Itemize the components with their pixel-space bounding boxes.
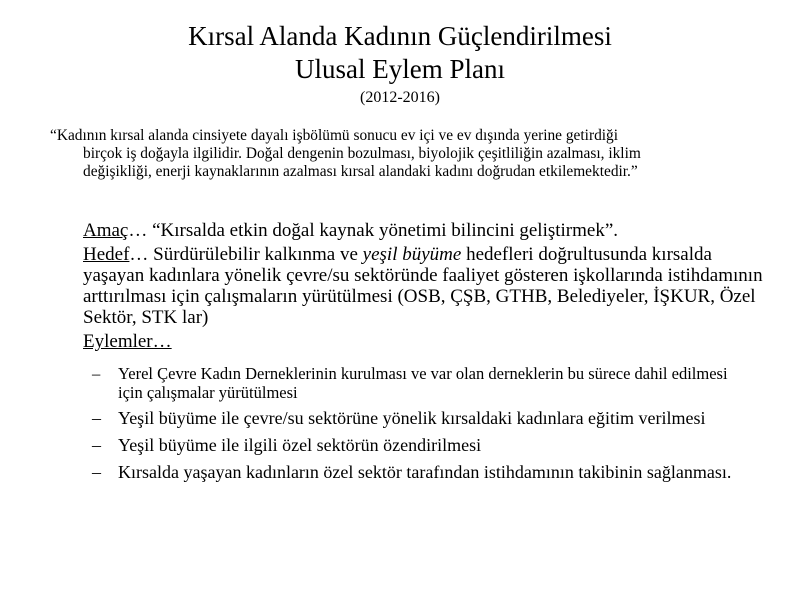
title-years: (2012-2016)	[360, 89, 440, 106]
hedef-italic: yeşil büyüme	[362, 244, 462, 265]
slide-title	[0, 20, 800, 108]
hedef-text-after: hedefleri doğrultusunda kırsalda yaşayan kadınlara yönelik çevre/su sektöründe faaliyet gösteren işkollarında istihdamının arttırılması için çalışmaların yürütülmesi (OSB, ÇŞB, GTHB, Belediyeler, İŞKUR, Özel Sektör, STK lar)	[83, 244, 763, 328]
list-item-text: Yerel Çevre Kadın Derneklerinin kurulması ve var olan derneklerin bu sürece dahil edilmesi için çalışmalar yürütülmesi	[118, 364, 728, 402]
amac-label: Amaç	[83, 220, 129, 241]
list-item	[92, 462, 752, 483]
list-item-text: Yeşil büyüme ile çevre/su sektörüne yönelik kırsaldaki kadınlara eğitim verilmesi	[118, 408, 706, 428]
hedef-paragraph	[83, 244, 773, 328]
eylemler-label: Eylemler…	[83, 331, 172, 352]
dash-bullet-icon: –	[92, 364, 101, 383]
list-item-text: Kırsalda yaşayan kadınların özel sektör tarafından istihdamının takibinin sağlanması.	[118, 462, 732, 482]
quote-line-2: birçok iş doğayla ilgilidir. Doğal dengenin bozulması, biyolojik çeşitliliğin azalması, iklim	[83, 145, 641, 162]
quote-block	[50, 127, 750, 181]
quote-line-3: değişikliği, enerji kaynaklarının azalması kırsal alandaki kadını doğrudan etkilemektedir.”	[83, 163, 638, 180]
list-item-text: Yeşil büyüme ile ilgili özel sektörün özendirilmesi	[118, 435, 482, 455]
hedef-label: Hedef	[83, 244, 130, 265]
title-line-2: Ulusal Eylem Planı	[295, 54, 505, 84]
eylemler-list	[92, 364, 752, 489]
quote-line-1: “Kadının kırsal alanda cinsiyete dayalı işbölümü sonucu ev içi ve ev dışında yerine getirdiği	[50, 127, 619, 144]
list-item	[92, 435, 752, 456]
title-line-1: Kırsal Alanda Kadının Güçlendirilmesi	[188, 21, 612, 51]
dash-bullet-icon: –	[92, 435, 101, 455]
dash-bullet-icon: –	[92, 408, 101, 428]
amac-paragraph	[83, 220, 773, 241]
eylemler-paragraph	[83, 331, 773, 352]
dash-bullet-icon: –	[92, 462, 101, 482]
amac-text: … “Kırsalda etkin doğal kaynak yönetimi bilincini geliştirmek”.	[128, 220, 619, 241]
content-body	[83, 220, 773, 355]
list-item	[92, 364, 752, 402]
hedef-text-before: … Sürdürülebilir kalkınma ve	[129, 244, 363, 265]
list-item	[92, 408, 752, 429]
